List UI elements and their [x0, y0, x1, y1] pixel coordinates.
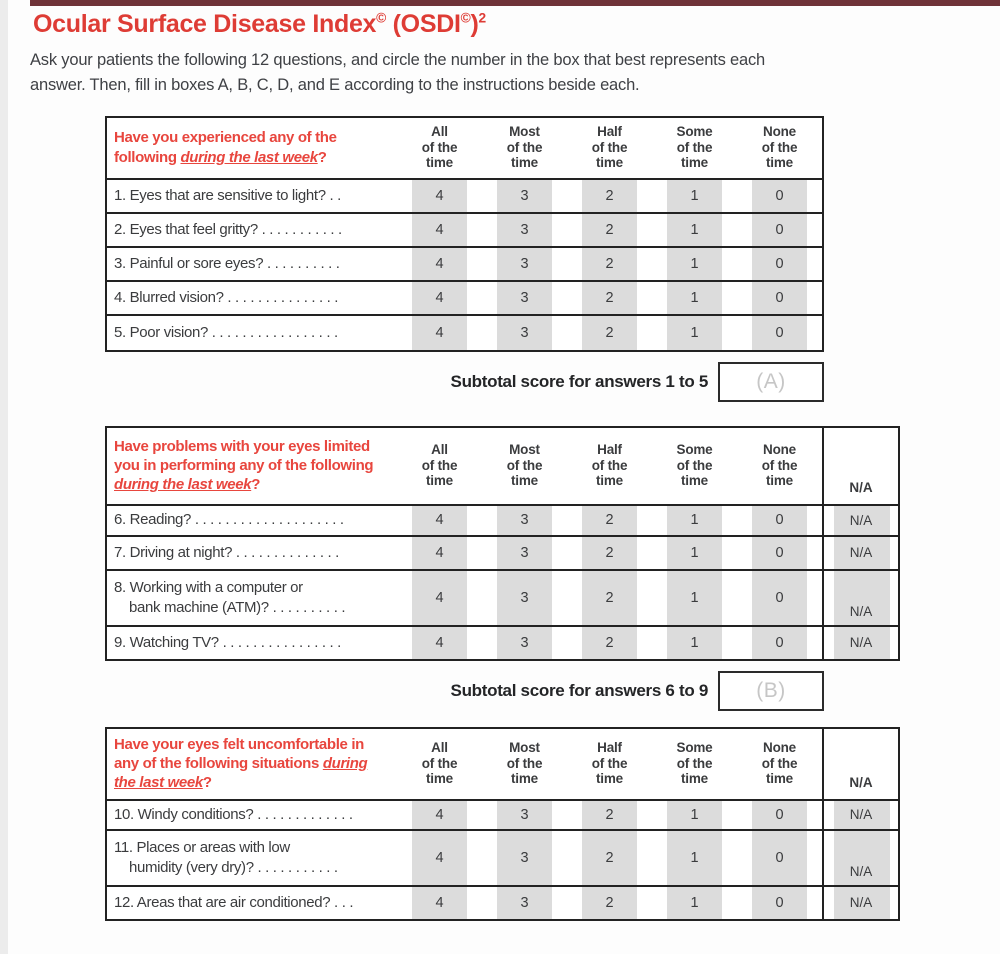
score-option-4[interactable]: 4 [397, 627, 482, 659]
column-header-half: Half of the time [591, 441, 628, 489]
table-activities-header [107, 428, 898, 506]
score-option-1[interactable]: 1 [652, 537, 737, 569]
question-label: 11. Places or areas with low humidity (very dry)? . . . . . . . . . . . [114, 839, 338, 876]
score-option-2[interactable]: 2 [567, 627, 652, 659]
column-header-none: None of the time [761, 123, 798, 171]
question-row-1 [107, 180, 822, 214]
score-option-2[interactable]: 2 [567, 571, 652, 625]
score-option-3[interactable]: 3 [482, 248, 567, 280]
column-header-na: N/A [822, 729, 898, 799]
question-row-7 [107, 537, 898, 571]
score-option-3[interactable]: 3 [482, 214, 567, 246]
na-option-cell[interactable]: N/A [822, 801, 898, 829]
table-prompt: Have you experienced any of the following during the last week? [114, 129, 337, 166]
question-label: 12. Areas that are air conditioned? . . . [114, 893, 354, 911]
column-header-all: All of the time [421, 441, 458, 489]
column-header-most: Most of the time [506, 123, 543, 171]
score-option-0[interactable]: 0 [737, 214, 822, 246]
score-option-3[interactable]: 3 [482, 801, 567, 829]
footnote-reference: 2 [478, 10, 486, 26]
question-row-3 [107, 248, 822, 282]
score-option-3[interactable]: 3 [482, 887, 567, 919]
score-option-2[interactable]: 2 [567, 537, 652, 569]
na-option-cell[interactable]: N/A [822, 571, 898, 625]
table-prompt: Have your eyes felt uncomfortable in any of the following situations during the last week? [114, 735, 368, 792]
score-option-1[interactable]: 1 [652, 801, 737, 829]
table-prompt: Have problems with your eyes limited you in performing any of the following during the last week? [114, 437, 374, 494]
score-option-4[interactable]: 4 [397, 571, 482, 625]
score-option-1[interactable]: 1 [652, 180, 737, 212]
score-option-4[interactable]: 4 [397, 180, 482, 212]
score-option-1[interactable]: 1 [652, 831, 737, 885]
score-option-0[interactable]: 0 [737, 831, 822, 885]
question-row-5 [107, 316, 822, 350]
score-option-1[interactable]: 1 [652, 248, 737, 280]
column-header-some: Some of the time [676, 441, 713, 489]
score-option-2[interactable]: 2 [567, 316, 652, 350]
question-label: 3. Painful or sore eyes? . . . . . . . . . . [114, 254, 340, 272]
score-option-1[interactable]: 1 [652, 627, 737, 659]
score-option-3[interactable]: 3 [482, 316, 567, 350]
score-option-1[interactable]: 1 [652, 506, 737, 535]
score-option-0[interactable]: 0 [737, 887, 822, 919]
score-option-4[interactable]: 4 [397, 282, 482, 314]
subtotal-box-a[interactable]: (A) [718, 362, 824, 402]
na-option-cell[interactable]: N/A [822, 831, 898, 885]
score-option-0[interactable]: 0 [737, 571, 822, 625]
question-row-9 [107, 627, 898, 659]
score-option-1[interactable]: 1 [652, 282, 737, 314]
subtotal-b-row [105, 671, 824, 711]
subtotal-b-label: Subtotal score for answers 6 to 9 [450, 680, 708, 700]
table-symptoms-header [107, 118, 822, 180]
score-option-0[interactable]: 0 [737, 248, 822, 280]
column-header-half: Half of the time [591, 123, 628, 171]
score-option-2[interactable]: 2 [567, 214, 652, 246]
score-option-1[interactable]: 1 [652, 214, 737, 246]
score-option-0[interactable]: 0 [737, 627, 822, 659]
score-option-2[interactable]: 2 [567, 506, 652, 535]
score-option-4[interactable]: 4 [397, 887, 482, 919]
score-option-2[interactable]: 2 [567, 282, 652, 314]
question-row-6 [107, 506, 898, 537]
na-option-cell[interactable]: N/A [822, 627, 898, 659]
column-header-none: None of the time [761, 739, 798, 787]
column-header-some: Some of the time [676, 739, 713, 787]
question-row-4 [107, 282, 822, 316]
column-header-all: All of the time [421, 123, 458, 171]
scan-edge-strip [0, 0, 8, 954]
question-row-11 [107, 831, 898, 887]
question-label: 2. Eyes that feel gritty? . . . . . . . . . . . [114, 220, 342, 238]
column-header-none: None of the time [761, 441, 798, 489]
score-option-4[interactable]: 4 [397, 316, 482, 350]
question-row-10 [107, 801, 898, 831]
score-option-2[interactable]: 2 [567, 180, 652, 212]
score-option-0[interactable]: 0 [737, 506, 822, 535]
score-option-2[interactable]: 2 [567, 801, 652, 829]
score-option-0[interactable]: 0 [737, 316, 822, 350]
score-option-1[interactable]: 1 [652, 316, 737, 350]
copyright-superscript: © [376, 10, 387, 26]
score-option-4[interactable]: 4 [397, 506, 482, 535]
column-header-all: All of the time [421, 739, 458, 787]
score-option-4[interactable]: 4 [397, 537, 482, 569]
score-option-0[interactable]: 0 [737, 801, 822, 829]
table-environments-header [107, 729, 898, 801]
na-option-cell[interactable]: N/A [822, 506, 898, 535]
table-symptoms [105, 116, 824, 352]
na-option-cell[interactable]: N/A [822, 887, 898, 919]
score-option-4[interactable]: 4 [397, 801, 482, 829]
subtotal-a-row [105, 362, 824, 402]
score-option-2[interactable]: 2 [567, 248, 652, 280]
na-option-cell[interactable]: N/A [822, 537, 898, 569]
question-label: 10. Windy conditions? . . . . . . . . . . . . . [114, 805, 353, 823]
question-label: 4. Blurred vision? . . . . . . . . . . . . . . . [114, 288, 339, 306]
score-option-0[interactable]: 0 [737, 537, 822, 569]
score-option-3[interactable]: 3 [482, 571, 567, 625]
column-header-most: Most of the time [506, 739, 543, 787]
column-header-na: N/A [822, 428, 898, 504]
score-option-1[interactable]: 1 [652, 571, 737, 625]
column-header-some: Some of the time [676, 123, 713, 171]
question-label: 9. Watching TV? . . . . . . . . . . . . . . . . [114, 633, 341, 651]
question-label: 7. Driving at night? . . . . . . . . . . . . . . [114, 543, 339, 561]
question-label: 6. Reading? . . . . . . . . . . . . . . . . . . . . [114, 511, 344, 529]
subtotal-a-label: Subtotal score for answers 1 to 5 [450, 371, 708, 391]
score-option-2[interactable]: 2 [567, 831, 652, 885]
score-option-2[interactable]: 2 [567, 887, 652, 919]
score-option-3[interactable]: 3 [482, 180, 567, 212]
question-row-2 [107, 214, 822, 248]
score-option-3[interactable]: 3 [482, 506, 567, 535]
score-option-4[interactable]: 4 [397, 214, 482, 246]
score-option-3[interactable]: 3 [482, 537, 567, 569]
instructions-text: Ask your patients the following 12 questions, and circle the number in the box that best represents each answer. Then, fill in boxes A, B, C, D, and E according to the instructions beside each. [30, 51, 765, 94]
copyright-superscript: © [460, 10, 471, 26]
score-option-0[interactable]: 0 [737, 282, 822, 314]
score-option-0[interactable]: 0 [737, 180, 822, 212]
question-label: 8. Working with a computer or bank machine (ATM)? . . . . . . . . . . [114, 579, 346, 616]
question-label: 5. Poor vision? . . . . . . . . . . . . . . . . . [114, 323, 338, 341]
column-header-most: Most of the time [506, 441, 543, 489]
score-option-3[interactable]: 3 [482, 627, 567, 659]
question-row-8 [107, 571, 898, 627]
question-row-12 [107, 887, 898, 919]
subtotal-box-b[interactable]: (B) [718, 671, 824, 711]
page-title: Ocular Surface Disease Index© (OSDI©)$^2$ [33, 10, 486, 38]
top-accent-bar [30, 0, 1000, 6]
table-environments [105, 727, 900, 921]
score-option-4[interactable]: 4 [397, 831, 482, 885]
question-label: 1. Eyes that are sensitive to light? . . [114, 186, 341, 204]
score-option-1[interactable]: 1 [652, 887, 737, 919]
score-option-4[interactable]: 4 [397, 248, 482, 280]
column-header-half: Half of the time [591, 739, 628, 787]
table-activities [105, 426, 900, 661]
score-option-3[interactable]: 3 [482, 282, 567, 314]
score-option-3[interactable]: 3 [482, 831, 567, 885]
